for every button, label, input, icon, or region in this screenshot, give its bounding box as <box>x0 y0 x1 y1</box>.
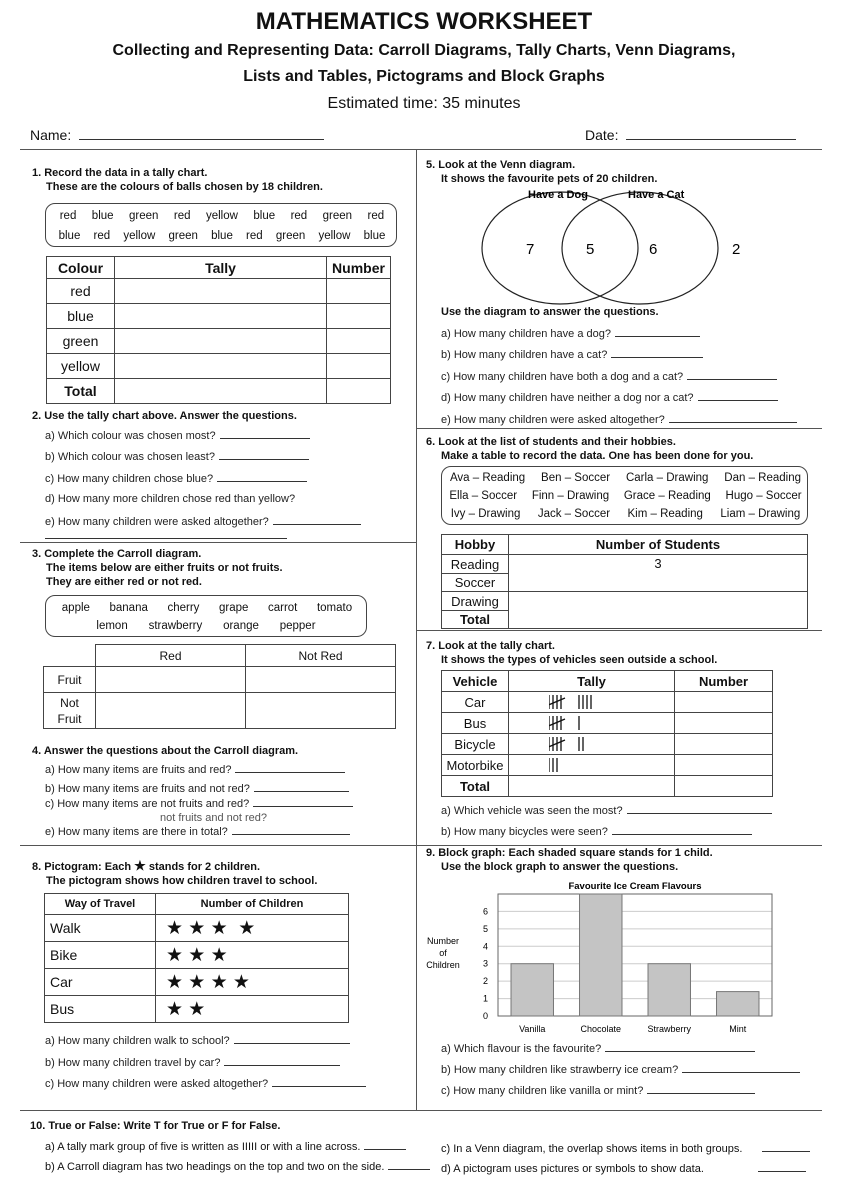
item-word: apple <box>61 602 90 614</box>
q7-row-car: Car <box>442 692 509 713</box>
q10-c: c) In a Venn diagram, the overlap shows items in both groups. <box>441 1142 810 1155</box>
color-word: blue <box>253 210 276 222</box>
q5-a: a) How many children have a dog? <box>441 327 700 340</box>
q7-col-number: Number <box>675 671 773 692</box>
q1-row-red: red <box>47 279 115 304</box>
q7-row-bus: Bus <box>442 713 509 734</box>
q1-color-row-2 <box>46 230 398 242</box>
q6-col-number: Number of Students <box>509 535 808 555</box>
carroll-cell[interactable] <box>96 693 246 729</box>
student-hobby: Liam – Drawing <box>720 508 801 520</box>
q5-c: c) How many children have both a dog and a cat? <box>441 370 777 383</box>
q6-hobby-table <box>441 534 808 629</box>
item-word: tomato <box>316 602 353 614</box>
q9-c: c) How many children like vanilla or mint? <box>441 1084 755 1097</box>
q8-subtitle: The pictogram shows how children travel to school. <box>46 875 318 887</box>
q7-number-cell[interactable] <box>675 692 773 713</box>
venn-label-dog: Have a Dog <box>528 189 588 201</box>
q5-d: d) How many children have neither a dog nor a cat? <box>441 391 778 404</box>
student-hobby: Ben – Soccer <box>541 472 611 484</box>
q2-d-answer-line[interactable] <box>45 538 287 539</box>
q7-number-cell[interactable] <box>675 713 773 734</box>
answer-blank[interactable] <box>647 1084 755 1094</box>
answer-blank[interactable] <box>698 391 778 401</box>
color-word: red <box>367 210 385 222</box>
q1-row-yellow: yellow <box>47 354 115 379</box>
q1-col-colour: Colour <box>47 257 115 279</box>
q3-items-row-1 <box>46 602 368 614</box>
q3-items-row-2 <box>86 620 326 632</box>
venn-count-dog: 7 <box>526 241 535 258</box>
q8-b: b) How many children travel by car? <box>45 1056 340 1069</box>
q10-title: 10. True or False: Write T for True or F for False. <box>30 1120 281 1132</box>
q8-title: 8. Pictogram: Each ★ stands for 2 children. <box>32 858 261 873</box>
q8-row-bike: Bike <box>45 942 156 969</box>
q2-b: b) Which colour was chosen least? <box>45 450 309 463</box>
star-icon-row: ★ ★ <box>156 996 349 1023</box>
q2-e: e) How many children were asked altogether? <box>45 515 361 528</box>
answer-blank[interactable] <box>224 1056 340 1066</box>
carroll-row-fruit: Fruit <box>44 667 96 693</box>
q5-b: b) How many children have a cat? <box>441 348 703 361</box>
x-tick-label: Chocolate <box>580 1024 622 1034</box>
answer-blank[interactable] <box>388 1160 430 1170</box>
q1-tally-cell[interactable] <box>115 329 327 354</box>
star-icon-row: ★ ★ ★ ★ <box>156 969 349 996</box>
item-word: pepper <box>279 620 316 632</box>
divider-q5-q6 <box>417 428 822 429</box>
y-tick-label: 1 <box>482 993 488 1004</box>
q1-number-cell[interactable] <box>327 354 391 379</box>
q4-c: c) How many items are not fruits and red? <box>45 797 353 810</box>
q7-title: 7. Look at the tally chart. <box>426 640 555 652</box>
answer-blank[interactable] <box>627 804 772 814</box>
q8-a: a) How many children walk to school? <box>45 1034 350 1047</box>
bar-chocolate <box>580 894 622 1016</box>
chart-title: Favourite Ice Cream Flavours <box>568 881 702 892</box>
answer-blank[interactable] <box>611 348 703 358</box>
q7-tally-cell[interactable] <box>509 776 675 797</box>
color-word: red <box>93 230 111 242</box>
answer-blank[interactable] <box>234 1034 350 1044</box>
bar-vanilla <box>511 964 553 1016</box>
student-hobby: Ava – Reading <box>449 472 526 484</box>
student-hobby: Ivy – Drawing <box>450 508 521 520</box>
q1-tally-cell[interactable] <box>115 304 327 329</box>
student-hobby: Jack – Soccer <box>537 508 611 520</box>
q5-e: e) How many children were asked altogether? <box>441 413 797 426</box>
answer-blank[interactable] <box>219 450 309 460</box>
divider-q2-q3 <box>20 542 416 543</box>
divider-q6-q7 <box>417 630 822 631</box>
tally-marks-svg <box>549 756 669 774</box>
answer-blank[interactable] <box>217 472 307 482</box>
tally-marks <box>509 713 675 734</box>
q3-item-list <box>45 595 367 637</box>
carroll-cell[interactable] <box>96 667 246 693</box>
tally-marks <box>509 692 675 713</box>
color-word: green <box>168 230 198 242</box>
color-word: blue <box>58 230 81 242</box>
q4-a: a) How many items are fruits and red? <box>45 763 345 776</box>
q6-col-hobby: Hobby <box>442 535 509 555</box>
q1-tally-cell[interactable] <box>115 279 327 304</box>
y-tick-label: 4 <box>482 941 488 952</box>
q7-subtitle: It shows the types of vehicles seen outside a school. <box>441 654 718 666</box>
color-word: yellow <box>123 230 156 242</box>
q1-col-tally: Tally <box>115 257 327 279</box>
q3-subtitle-2: They are either red or not red. <box>46 576 202 588</box>
answer-blank[interactable] <box>682 1063 800 1073</box>
divider-q10 <box>20 1110 822 1111</box>
color-word: green <box>129 210 159 222</box>
subtitle-line-2: Lists and Tables, Pictograms and Block Graphs <box>243 68 605 85</box>
q1-tally-cell[interactable] <box>115 379 327 404</box>
q6-row-total: Total <box>442 611 509 629</box>
q9-title: 9. Block graph: Each shaded square stands for 1 child. <box>426 847 713 859</box>
answer-blank[interactable] <box>220 429 310 439</box>
color-word: red <box>173 210 191 222</box>
y-tick-label: 6 <box>482 906 488 917</box>
tally-marks <box>509 755 675 776</box>
q6-list-row-3 <box>442 508 809 520</box>
x-tick-label: Vanilla <box>519 1024 546 1034</box>
q8-c: c) How many children were asked altogether? <box>45 1077 366 1090</box>
tally-marks <box>509 734 675 755</box>
q8-row-bus: Bus <box>45 996 156 1023</box>
q9-subtitle: Use the block graph to answer the questions. <box>441 861 679 873</box>
tally-marks-svg <box>549 714 669 732</box>
y-tick-label: 3 <box>482 958 488 969</box>
q7-row-bicycle: Bicycle <box>442 734 509 755</box>
answer-blank[interactable] <box>364 1140 406 1150</box>
student-hobby: Carla – Drawing <box>625 472 709 484</box>
student-hobby: Grace – Reading <box>623 490 711 502</box>
item-word: banana <box>109 602 148 614</box>
y-tick-label: 0 <box>482 1011 488 1021</box>
q6-list-row-2 <box>442 490 809 502</box>
q1-color-row-1 <box>46 210 398 222</box>
q7-a: a) Which vehicle was seen the most? <box>441 804 772 817</box>
q6-subtitle: Make a table to record the data. One has been done for you. <box>441 450 754 462</box>
q1-row-blue: blue <box>47 304 115 329</box>
color-word: red <box>246 230 263 242</box>
q1-color-list <box>45 203 397 247</box>
student-hobby: Dan – Reading <box>724 472 802 484</box>
venn-label-cat: Have a Cat <box>628 189 685 201</box>
q4-e: e) How many items are there in total? <box>45 825 350 838</box>
q6-answer-cell[interactable] <box>509 592 808 629</box>
item-word: carrot <box>267 602 298 614</box>
answer-blank[interactable] <box>687 370 777 380</box>
answer-blank[interactable] <box>605 1042 755 1052</box>
x-tick-label: Mint <box>729 1024 747 1034</box>
student-hobby: Hugo – Soccer <box>725 490 802 502</box>
color-word: yellow <box>205 210 238 222</box>
q6-row-soccer: Soccer <box>442 574 509 592</box>
star-icon-row: ★ ★ ★ ★ <box>156 915 349 942</box>
tally-marks-svg <box>549 735 669 753</box>
q1-number-cell[interactable] <box>327 304 391 329</box>
q2-a: a) Which colour was chosen most? <box>45 429 310 442</box>
venn-circle-dog <box>482 192 638 304</box>
venn-count-none: 2 <box>732 241 741 258</box>
subtitle-line-1: Collecting and Representing Data: Carroll Diagrams, Tally Charts, Venn Diagrams, <box>112 42 736 59</box>
q1-col-number: Number <box>327 257 391 279</box>
q7-number-cell[interactable] <box>675 755 773 776</box>
student-hobby: Finn – Drawing <box>531 490 610 502</box>
q3-subtitle-1: The items below are either fruits or not fruits. <box>46 562 283 574</box>
q7-number-cell[interactable] <box>675 776 773 797</box>
student-hobby: Kim – Reading <box>627 508 703 520</box>
q1-subtitle: These are the colours of balls chosen by 18 children. <box>46 181 323 193</box>
color-word: green <box>322 210 353 222</box>
q6-list-row-1 <box>442 472 809 484</box>
item-word: strawberry <box>148 620 203 632</box>
venn-diagram <box>440 184 770 310</box>
q7-col-tally: Tally <box>509 671 675 692</box>
color-word: blue <box>363 230 386 242</box>
q2-title: 2. Use the tally chart above. Answer the questions. <box>32 410 297 422</box>
star-icon: ★ <box>134 858 146 873</box>
carroll-row-not-fruit: Not Fruit <box>44 693 96 729</box>
color-word: red <box>59 210 77 222</box>
q7-b: b) How many bicycles were seen? <box>441 825 752 838</box>
student-hobby: Ella – Soccer <box>449 490 518 502</box>
bar-strawberry <box>648 964 690 1016</box>
name-field[interactable] <box>30 127 324 143</box>
date-blank[interactable] <box>626 130 796 140</box>
q6-title: 6. Look at the list of students and their hobbies. <box>426 436 676 448</box>
q10-a: a) A tally mark group of five is written as IIIII or with a line across. <box>45 1140 406 1153</box>
answer-blank[interactable] <box>758 1162 806 1172</box>
q7-tally-table <box>441 670 773 797</box>
q7-number-cell[interactable] <box>675 734 773 755</box>
venn-count-cat: 6 <box>649 241 658 258</box>
item-word: cherry <box>167 602 200 614</box>
q10-d: d) A pictogram uses pictures or symbols to show data. <box>441 1162 806 1175</box>
answer-blank[interactable] <box>273 515 361 525</box>
q7-row-motorbike: Motorbike <box>442 755 509 776</box>
name-label: Name: <box>30 127 72 143</box>
q8-row-walk: Walk <box>45 915 156 942</box>
q1-tally-cell[interactable] <box>115 354 327 379</box>
y-tick-label: 5 <box>482 923 488 934</box>
q8-col-children: Number of Children <box>156 894 349 915</box>
answer-blank[interactable] <box>612 825 752 835</box>
answer-blank[interactable] <box>762 1142 810 1152</box>
q1-number-cell[interactable] <box>327 379 391 404</box>
q8-col-travel: Way of Travel <box>45 894 156 915</box>
q1-title: 1. Record the data in a tally chart. <box>32 167 208 179</box>
page-title: MATHEMATICS WORKSHEET <box>255 8 593 35</box>
q5-subtitle: It shows the favourite pets of 20 children. <box>441 173 658 185</box>
q9-b: b) How many children like strawberry ice cream? <box>441 1063 800 1076</box>
date-label: Date: <box>585 127 619 143</box>
q8-row-car: Car <box>45 969 156 996</box>
answer-blank[interactable] <box>232 825 350 835</box>
q2-d: d) How many more children chose red than yellow? <box>45 493 296 505</box>
q9-a: a) Which flavour is the favourite? <box>441 1042 755 1055</box>
y-axis-label: Number <box>426 936 460 946</box>
color-word: blue <box>211 230 233 242</box>
name-blank[interactable] <box>79 130 324 140</box>
q7-col-vehicle: Vehicle <box>442 671 509 692</box>
answer-blank[interactable] <box>253 797 353 807</box>
q4-b: b) How many items are fruits and not red? <box>45 782 349 795</box>
q1-tally-table <box>46 256 391 404</box>
q1-number-cell[interactable] <box>327 329 391 354</box>
q10-b: b) A Carroll diagram has two headings on the top and two on the side. <box>45 1160 430 1173</box>
y-tick-label: 2 <box>482 976 488 987</box>
header-divider <box>20 149 822 150</box>
item-word: lemon <box>96 620 128 632</box>
x-tick-label: Strawberry <box>647 1024 692 1034</box>
q1-row-green: green <box>47 329 115 354</box>
q6-reading-count[interactable]: 3 <box>509 555 808 592</box>
color-word: blue <box>91 210 114 222</box>
q5-instruction: Use the diagram to answer the questions. <box>441 306 659 318</box>
color-word: yellow <box>318 230 351 242</box>
q3-title: 3. Complete the Carroll diagram. <box>32 548 202 560</box>
q1-row-total: Total <box>47 379 115 404</box>
q8-pictogram <box>44 893 349 1023</box>
carroll-col-red: Red <box>96 645 246 667</box>
item-word: orange <box>223 620 259 632</box>
answer-blank[interactable] <box>254 782 349 792</box>
y-axis-label: of <box>439 948 447 958</box>
q5-title: 5. Look at the Venn diagram. <box>426 159 576 171</box>
q4-d: not fruits and not red? <box>160 812 268 824</box>
answer-blank[interactable] <box>235 763 345 773</box>
y-axis-label: Children <box>426 960 460 970</box>
q1-number-cell[interactable] <box>327 279 391 304</box>
date-field[interactable] <box>585 127 796 143</box>
q6-row-reading: Reading <box>442 555 509 574</box>
estimated-time: Estimated time: 35 minutes <box>327 95 521 112</box>
q2-c: c) How many children chose blue? <box>45 472 307 485</box>
carroll-col-not-red: Not Red <box>246 645 396 667</box>
answer-blank[interactable] <box>272 1077 366 1087</box>
q3-carroll-diagram <box>43 644 396 729</box>
carroll-cell[interactable] <box>246 667 396 693</box>
carroll-cell[interactable] <box>246 693 396 729</box>
venn-count-both: 5 <box>586 241 595 258</box>
color-word: green <box>275 230 306 242</box>
block-graph <box>420 876 820 1036</box>
bar-mint <box>717 992 759 1016</box>
q6-row-drawing: Drawing <box>442 592 509 611</box>
color-word: red <box>290 210 308 222</box>
answer-blank[interactable] <box>669 413 797 423</box>
star-icon-row: ★ ★ ★ <box>156 942 349 969</box>
q6-hobby-list <box>441 466 808 525</box>
tally-marks-svg <box>549 693 669 711</box>
q7-row-total: Total <box>442 776 509 797</box>
item-word: grape <box>218 602 249 614</box>
q4-title: 4. Answer the questions about the Carroll diagram. <box>32 745 299 757</box>
answer-blank[interactable] <box>615 327 700 337</box>
